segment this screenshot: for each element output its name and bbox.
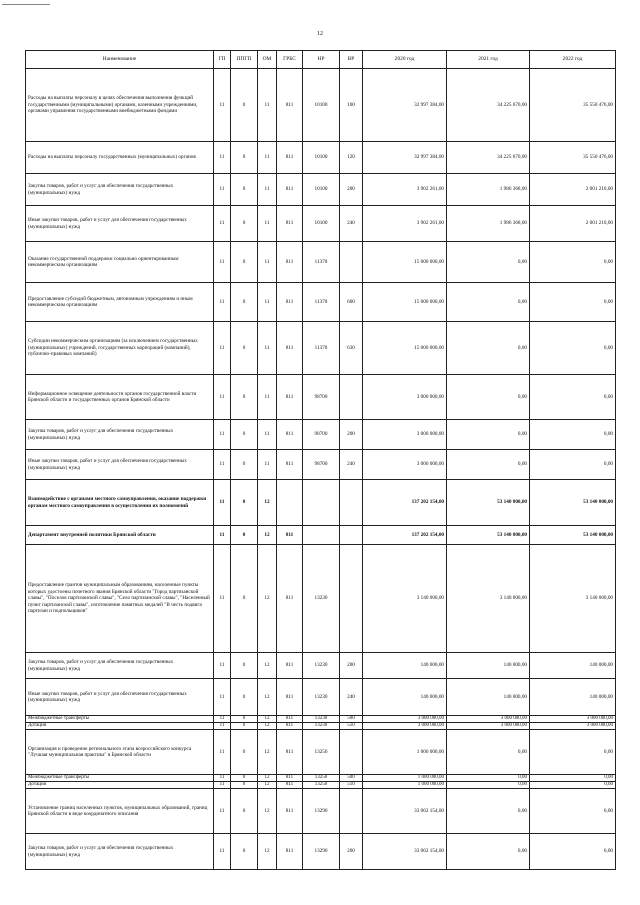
- row-vr: 100: [340, 69, 363, 142]
- budget-table: [25, 50, 616, 870]
- row-gp: 11: [214, 730, 231, 775]
- row-vr: 200: [340, 420, 363, 450]
- row-2022: 0,00: [530, 322, 616, 375]
- row-gp: 11: [214, 375, 231, 420]
- row-om: 11: [258, 450, 277, 480]
- row-pgp: 0: [231, 782, 258, 789]
- row-om: 12: [258, 782, 277, 789]
- row-2022: 0,00: [530, 283, 616, 322]
- row-2022: 0,00: [530, 450, 616, 480]
- row-2022: 0,00: [530, 775, 616, 782]
- row-2021: 1 986 368,00: [447, 206, 530, 242]
- row-pgp: 0: [231, 283, 258, 322]
- row-gp: 11: [214, 206, 231, 242]
- row-np: 10100: [303, 206, 340, 242]
- header-2022: 2022 год: [530, 51, 616, 69]
- row-2020: 3 000 000,00: [363, 716, 447, 723]
- row-2020: 3 140 000,00: [363, 545, 447, 653]
- row-vr: 240: [340, 206, 363, 242]
- row-gp: 11: [214, 775, 231, 782]
- row-name: Расходы на выплаты персоналу в целях обеспечения выполнения функций государственными (муниципальными) органами, казенными учреждениями, органами управления государственными внебюджетными фондами: [26, 69, 214, 142]
- row-pgp: 0: [231, 716, 258, 723]
- row-pgp: 0: [231, 174, 258, 206]
- row-2020: 137 202 154,00: [363, 526, 447, 545]
- header-om: ОМ: [258, 51, 277, 69]
- row-gp: 11: [214, 69, 231, 142]
- row-om: 12: [258, 775, 277, 782]
- row-vr: [340, 242, 363, 283]
- row-gp: 11: [214, 526, 231, 545]
- row-name: Департамент внутренней политики Брянской области: [26, 526, 214, 545]
- row-gp: 11: [214, 480, 231, 526]
- table-row: [26, 450, 616, 480]
- row-vr: 510: [340, 782, 363, 789]
- row-gp: 11: [214, 789, 231, 834]
- row-om: 12: [258, 480, 277, 526]
- row-name: Межбюджетные трансферты: [26, 716, 214, 723]
- row-vr: 500: [340, 775, 363, 782]
- row-np: 13250: [303, 782, 340, 789]
- row-np: [303, 526, 340, 545]
- row-pgp: 0: [231, 653, 258, 679]
- row-2021: 53 140 000,00: [447, 526, 530, 545]
- table-row: [26, 723, 616, 730]
- row-name: Закупка товаров, работ и услуг для обеспечения государственных (муниципальных) нужд: [26, 420, 214, 450]
- row-np: 11370: [303, 322, 340, 375]
- row-2022: 2 001 210,00: [530, 206, 616, 242]
- row-name: Взаимодействие с органами местного самоуправления, оказание поддержки органам местного самоуправления в осуществлении их полномочий: [26, 480, 214, 526]
- page-number: 12: [317, 31, 323, 37]
- row-name: Закупка товаров, работ и услуг для обеспечения государственных (муниципальных) нужд: [26, 834, 214, 870]
- row-name: Организация и проведение регионального этапа всероссийского конкурса "Лучшая муниципальная практика" в Брянской области: [26, 730, 214, 775]
- row-2020: 140 000,00: [363, 653, 447, 679]
- row-om: 12: [258, 730, 277, 775]
- row-2020: 140 000,00: [363, 679, 447, 716]
- row-grbs: 811: [277, 450, 303, 480]
- row-grbs: 811: [277, 283, 303, 322]
- row-gp: 11: [214, 283, 231, 322]
- row-2022: 0,00: [530, 420, 616, 450]
- row-pgp: 0: [231, 242, 258, 283]
- row-name: Закупка товаров, работ и услуг для обеспечения государственных (муниципальных) нужд: [26, 653, 214, 679]
- table-row: [26, 420, 616, 450]
- row-pgp: 0: [231, 789, 258, 834]
- header-gp: ГП: [214, 51, 231, 69]
- row-grbs: 811: [277, 723, 303, 730]
- row-grbs: 811: [277, 834, 303, 870]
- row-2022: 35 550 476,00: [530, 142, 616, 174]
- row-om: 11: [258, 420, 277, 450]
- row-pgp: 0: [231, 834, 258, 870]
- row-vr: 120: [340, 142, 363, 174]
- row-name: Межбюджетные трансферты: [26, 775, 214, 782]
- row-np: [303, 480, 340, 526]
- row-2020: 3 000 000,00: [363, 723, 447, 730]
- row-2022: 2 001 210,00: [530, 174, 616, 206]
- row-om: 12: [258, 716, 277, 723]
- row-2020: 1 000 000,00: [363, 730, 447, 775]
- row-vr: [340, 480, 363, 526]
- row-om: 12: [258, 679, 277, 716]
- row-name: Субсидии некоммерческим организациям (за исключением государственных (муниципальных) учреждений, государственных корпораций (компаний), публично-правовых компаний): [26, 322, 214, 375]
- row-np: 13230: [303, 653, 340, 679]
- row-om: 12: [258, 653, 277, 679]
- row-2021: 0,00: [447, 375, 530, 420]
- row-name: Дотации: [26, 782, 214, 789]
- row-gp: 11: [214, 782, 231, 789]
- row-2021: 53 140 000,00: [447, 480, 530, 526]
- row-grbs: [277, 480, 303, 526]
- row-name: Иные закупки товаров, работ и услуг для обеспечения государственных (муниципальных) нужд: [26, 450, 214, 480]
- row-gp: 11: [214, 242, 231, 283]
- row-grbs: 811: [277, 375, 303, 420]
- row-2020: 32 997 384,00: [363, 142, 447, 174]
- row-2020: 3 000 000,00: [363, 375, 447, 420]
- row-name: Дотации: [26, 723, 214, 730]
- row-2020: 3 000 000,00: [363, 450, 447, 480]
- row-np: 13250: [303, 730, 340, 775]
- row-2020: 15 000 000,00: [363, 242, 447, 283]
- row-2021: 1 986 368,00: [447, 174, 530, 206]
- row-grbs: 811: [277, 653, 303, 679]
- row-grbs: 811: [277, 730, 303, 775]
- row-pgp: 0: [231, 322, 258, 375]
- row-gp: 11: [214, 322, 231, 375]
- row-2022: 0,00: [530, 730, 616, 775]
- row-2022: 53 140 000,00: [530, 480, 616, 526]
- row-gp: 11: [214, 679, 231, 716]
- table-row: [26, 782, 616, 789]
- row-vr: [340, 545, 363, 653]
- row-om: 11: [258, 322, 277, 375]
- row-om: 11: [258, 174, 277, 206]
- row-2022: 3 140 000,00: [530, 545, 616, 653]
- corner-scan-mark: [2, 4, 50, 5]
- row-2021: 0,00: [447, 782, 530, 789]
- table-row: [26, 375, 616, 420]
- row-2021: 0,00: [447, 322, 530, 375]
- row-gp: 11: [214, 545, 231, 653]
- row-name: Иные закупки товаров, работ и услуг для обеспечения государственных (муниципальных) нужд: [26, 206, 214, 242]
- row-gp: 11: [214, 723, 231, 730]
- row-2022: 3 000 000,00: [530, 716, 616, 723]
- row-2020: 15 000 000,00: [363, 283, 447, 322]
- row-grbs: 811: [277, 526, 303, 545]
- table-row: [26, 526, 616, 545]
- row-grbs: 811: [277, 420, 303, 450]
- row-vr: 200: [340, 834, 363, 870]
- row-np: 13250: [303, 775, 340, 782]
- table-row: [26, 679, 616, 716]
- row-vr: 240: [340, 450, 363, 480]
- header-name: Наименование: [26, 51, 214, 69]
- table-row: [26, 322, 616, 375]
- row-vr: 240: [340, 679, 363, 716]
- row-gp: 11: [214, 420, 231, 450]
- row-grbs: 811: [277, 206, 303, 242]
- table-row: [26, 174, 616, 206]
- row-2021: 0,00: [447, 283, 530, 322]
- row-np: 11370: [303, 283, 340, 322]
- header-vr: ВР: [340, 51, 363, 69]
- table-row: [26, 545, 616, 653]
- row-grbs: 811: [277, 174, 303, 206]
- row-name: Закупка товаров, работ и услуг для обеспечения государственных (муниципальных) нужд: [26, 174, 214, 206]
- row-np: 13230: [303, 679, 340, 716]
- row-pgp: 0: [231, 545, 258, 653]
- table-row: [26, 480, 616, 526]
- row-grbs: 811: [277, 789, 303, 834]
- row-gp: 11: [214, 716, 231, 723]
- row-pgp: 0: [231, 526, 258, 545]
- row-grbs: 811: [277, 782, 303, 789]
- row-np: 13290: [303, 789, 340, 834]
- row-vr: [340, 375, 363, 420]
- row-2021: 140 000,00: [447, 653, 530, 679]
- row-2021: 0,00: [447, 242, 530, 283]
- row-om: 12: [258, 526, 277, 545]
- row-vr: [340, 789, 363, 834]
- header-grbs: ГРБС: [277, 51, 303, 69]
- row-name: Информационное освещение деятельности органов государственной власти Брянской области и государственных органов Брянской области: [26, 375, 214, 420]
- row-np: 13230: [303, 723, 340, 730]
- row-2022: 35 550 476,00: [530, 69, 616, 142]
- row-name: Установление границ населенных пунктов, муниципальных образований, границ Брянской области в виде координатного описания: [26, 789, 214, 834]
- row-2021: 34 225 670,00: [447, 142, 530, 174]
- row-np: 10100: [303, 69, 340, 142]
- row-2020: 15 000 000,00: [363, 322, 447, 375]
- row-vr: 510: [340, 723, 363, 730]
- header-np: НР: [303, 51, 340, 69]
- row-2021: 0,00: [447, 834, 530, 870]
- row-np: 13290: [303, 834, 340, 870]
- row-om: 12: [258, 545, 277, 653]
- row-2020: 3 902 261,00: [363, 174, 447, 206]
- row-np: 98700: [303, 375, 340, 420]
- row-vr: 500: [340, 716, 363, 723]
- row-2021: 0,00: [447, 450, 530, 480]
- row-grbs: 811: [277, 69, 303, 142]
- row-2021: 3 140 000,00: [447, 545, 530, 653]
- row-grbs: 811: [277, 716, 303, 723]
- row-2020: 3 902 261,00: [363, 206, 447, 242]
- row-np: 10100: [303, 142, 340, 174]
- row-pgp: 0: [231, 723, 258, 730]
- row-name: Оказание государственной поддержки социально ориентированным некоммерческим организациям: [26, 242, 214, 283]
- row-2021: 0,00: [447, 775, 530, 782]
- table-row: [26, 283, 616, 322]
- row-2021: 3 000 000,00: [447, 716, 530, 723]
- row-om: 12: [258, 789, 277, 834]
- row-pgp: 0: [231, 206, 258, 242]
- row-2020: 1 000 000,00: [363, 782, 447, 789]
- row-name: Предоставление грантов муниципальным образованиям, населенные пункты которых удостоены почетного звания Брянской области "Город партизанской славы", "Поселок партизанской славы", "Село партизанской славы", "Населенный пункт партизанской славы", изготовление памятных медалей "В честь подвига партизан и подпольщиков": [26, 545, 214, 653]
- row-gp: 11: [214, 653, 231, 679]
- row-2021: 0,00: [447, 420, 530, 450]
- row-2022: 0,00: [530, 375, 616, 420]
- row-2022: 53 140 000,00: [530, 526, 616, 545]
- row-grbs: 811: [277, 322, 303, 375]
- row-2021: 3 000 000,00: [447, 723, 530, 730]
- row-2021: 0,00: [447, 789, 530, 834]
- row-om: 11: [258, 142, 277, 174]
- row-name: Расходы на выплаты персоналу государственных (муниципальных) органов: [26, 142, 214, 174]
- row-vr: 630: [340, 322, 363, 375]
- row-2022: 140 000,00: [530, 679, 616, 716]
- row-2021: 140 000,00: [447, 679, 530, 716]
- table-row: [26, 206, 616, 242]
- row-2022: 0,00: [530, 789, 616, 834]
- row-grbs: 811: [277, 142, 303, 174]
- row-vr: [340, 526, 363, 545]
- row-2020: 32 997 384,00: [363, 69, 447, 142]
- row-gp: 11: [214, 834, 231, 870]
- row-om: 11: [258, 69, 277, 142]
- row-gp: 11: [214, 142, 231, 174]
- row-pgp: 0: [231, 69, 258, 142]
- row-np: 98700: [303, 450, 340, 480]
- table-row: [26, 653, 616, 679]
- row-om: 11: [258, 283, 277, 322]
- row-2020: 33 062 154,00: [363, 789, 447, 834]
- header-pgp: ППГП: [231, 51, 258, 69]
- row-vr: 600: [340, 283, 363, 322]
- row-2022: 3 000 000,00: [530, 723, 616, 730]
- row-2022: 0,00: [530, 834, 616, 870]
- row-2022: 0,00: [530, 242, 616, 283]
- row-name: Предоставление субсидий бюджетным, автономным учреждениям и иным некоммерческим организациям: [26, 283, 214, 322]
- header-2020: 2020 год: [363, 51, 447, 69]
- row-2020: 3 000 000,00: [363, 420, 447, 450]
- row-vr: 200: [340, 174, 363, 206]
- row-om: 12: [258, 834, 277, 870]
- row-pgp: 0: [231, 375, 258, 420]
- table-row: [26, 775, 616, 782]
- table-row: [26, 716, 616, 723]
- row-2022: 140 000,00: [530, 653, 616, 679]
- row-pgp: 0: [231, 450, 258, 480]
- table-row: [26, 69, 616, 142]
- row-om: 11: [258, 375, 277, 420]
- row-pgp: 0: [231, 679, 258, 716]
- row-grbs: 811: [277, 775, 303, 782]
- row-np: 10100: [303, 174, 340, 206]
- row-om: 11: [258, 206, 277, 242]
- row-2021: 34 225 670,00: [447, 69, 530, 142]
- table-row: [26, 730, 616, 775]
- row-om: 11: [258, 242, 277, 283]
- row-pgp: 0: [231, 730, 258, 775]
- row-pgp: 0: [231, 142, 258, 174]
- row-np: 11370: [303, 242, 340, 283]
- row-2020: 1 000 000,00: [363, 775, 447, 782]
- row-np: 13230: [303, 545, 340, 653]
- row-2020: 137 202 154,00: [363, 480, 447, 526]
- row-vr: 200: [340, 653, 363, 679]
- header-2021: 2021 год: [447, 51, 530, 69]
- row-2022: 0,00: [530, 782, 616, 789]
- row-np: 98700: [303, 420, 340, 450]
- row-gp: 11: [214, 174, 231, 206]
- table-row: [26, 789, 616, 834]
- row-pgp: 0: [231, 420, 258, 450]
- row-np: 13230: [303, 716, 340, 723]
- row-2021: 0,00: [447, 730, 530, 775]
- row-om: 12: [258, 723, 277, 730]
- table-header-row: [26, 51, 616, 69]
- row-pgp: 0: [231, 775, 258, 782]
- row-grbs: 811: [277, 545, 303, 653]
- row-pgp: 0: [231, 480, 258, 526]
- row-vr: [340, 730, 363, 775]
- row-2020: 33 062 154,00: [363, 834, 447, 870]
- row-name: Иные закупки товаров, работ и услуг для обеспечения государственных (муниципальных) нужд: [26, 679, 214, 716]
- table-row: [26, 834, 616, 870]
- row-grbs: 811: [277, 679, 303, 716]
- table-row: [26, 242, 616, 283]
- table-row: [26, 142, 616, 174]
- row-gp: 11: [214, 450, 231, 480]
- row-grbs: 811: [277, 242, 303, 283]
